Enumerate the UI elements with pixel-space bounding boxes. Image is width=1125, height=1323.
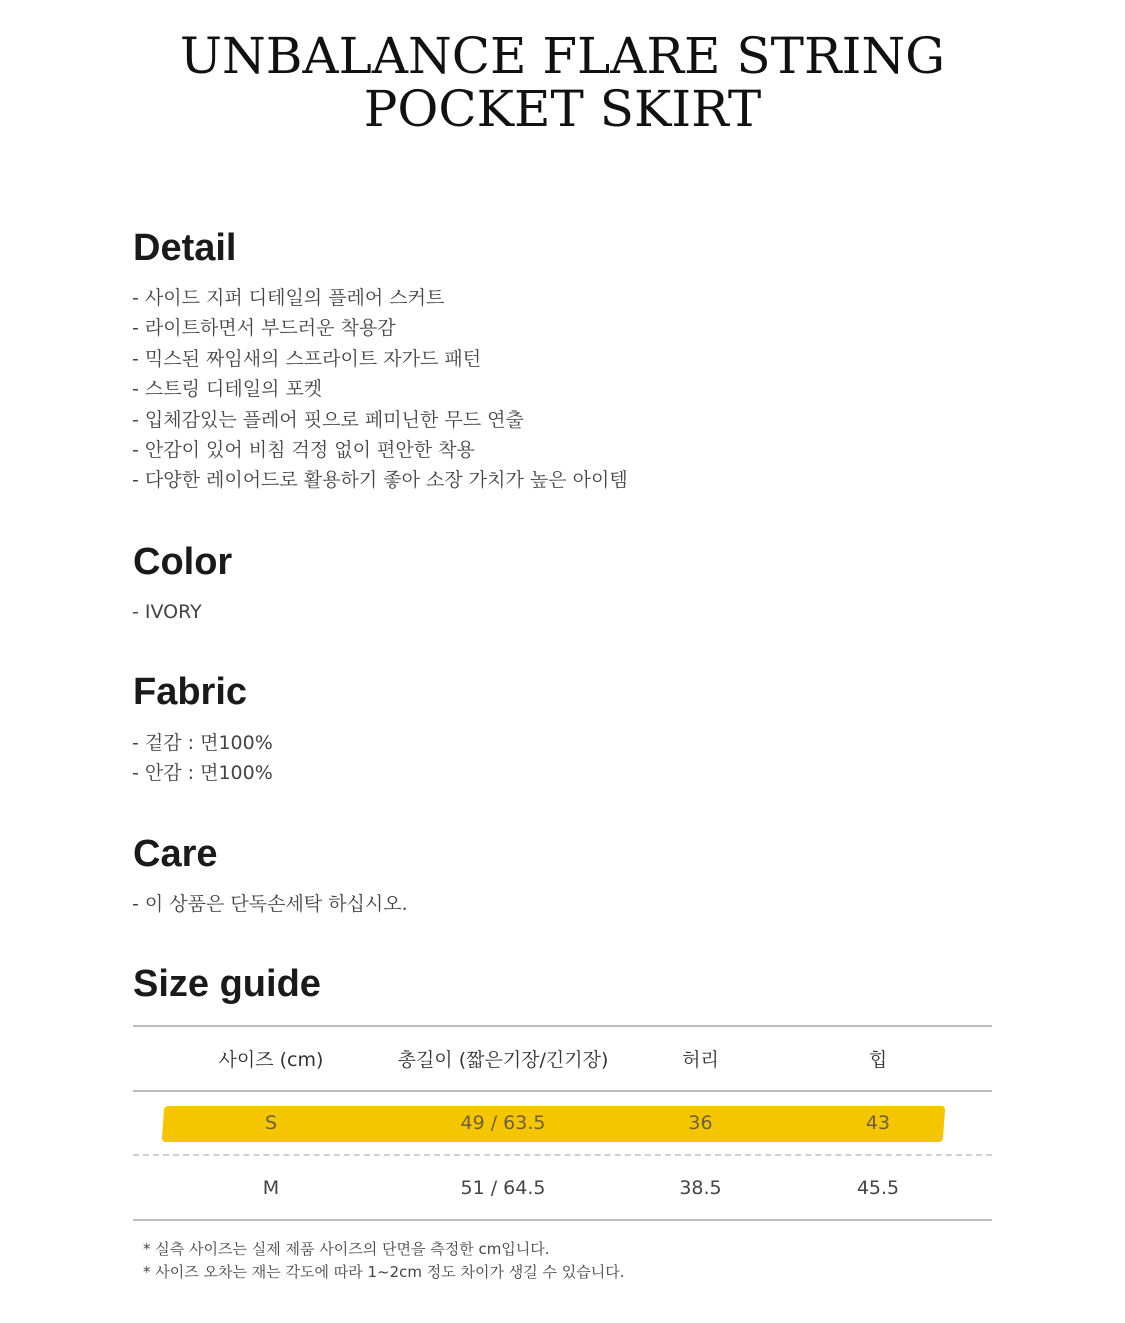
detail-item: - 믹스된 짜임새의 스프라이트 자가드 패턴 (132, 347, 482, 370)
column-header-hip: 힙 (868, 1049, 888, 1071)
size-cell: M (262, 1176, 280, 1199)
size-cell: S (264, 1112, 278, 1134)
table-row (133, 1156, 992, 1219)
care-heading: Care (133, 833, 218, 875)
length-cell: 49 / 63.5 (460, 1112, 546, 1134)
detail-heading: Detail (133, 227, 237, 269)
product-title-line-2: POCKET SKIRT (363, 80, 762, 138)
waist-cell: 38.5 (679, 1176, 722, 1199)
detail-item: - 라이트하면서 부드러운 착용감 (132, 317, 396, 340)
length-cell: 51 / 64.5 (460, 1176, 546, 1199)
detail-list (132, 283, 628, 496)
column-header-size: 사이즈 (cm) (218, 1049, 324, 1071)
waist-cell: 36 (688, 1112, 713, 1134)
color-item: - IVORY (132, 601, 202, 623)
table-row (133, 1092, 992, 1156)
size-table (133, 1025, 992, 1221)
care-list (132, 889, 408, 919)
size-table-header (133, 1027, 992, 1092)
product-title-line-1: UNBALANCE FLARE STRING (179, 27, 946, 85)
size-guide-heading: Size guide (133, 963, 321, 1005)
column-header-length: 총길이 (짧은기장/긴기장) (397, 1049, 609, 1071)
product-title (0, 27, 1125, 138)
hip-cell: 43 (865, 1112, 891, 1134)
color-heading: Color (133, 541, 233, 583)
fabric-item: - 안감 : 면100% (132, 762, 273, 785)
detail-item: - 사이드 지퍼 디테일의 플레어 스커트 (132, 287, 445, 309)
detail-item: - 스트링 디테일의 포켓 (132, 378, 323, 401)
care-item: - 이 상품은 단독손세탁 하십시오. (132, 893, 408, 915)
color-list (132, 597, 202, 627)
detail-item: - 안감이 있어 비침 걱정 없이 편안한 착용 (132, 439, 475, 462)
fabric-heading: Fabric (133, 671, 248, 713)
detail-item: - 다양한 레이어드로 활용하기 좋아 소장 가치가 높은 아이템 (132, 469, 628, 492)
size-notes (143, 1238, 624, 1284)
fabric-list (132, 728, 273, 789)
hip-cell: 45.5 (856, 1176, 900, 1199)
size-note: * 실측 사이즈는 실제 제품 사이즈의 단면을 측정한 cm입니다. (143, 1240, 550, 1258)
column-header-waist: 허리 (682, 1049, 719, 1071)
size-note: * 사이즈 오차는 재는 각도에 따라 1~2cm 정도 차이가 생길 수 있습니다. (143, 1263, 625, 1281)
fabric-item: - 겉감 : 면100% (132, 732, 273, 754)
detail-item: - 입체감있는 플레어 핏으로 페미닌한 무드 연출 (132, 408, 524, 431)
